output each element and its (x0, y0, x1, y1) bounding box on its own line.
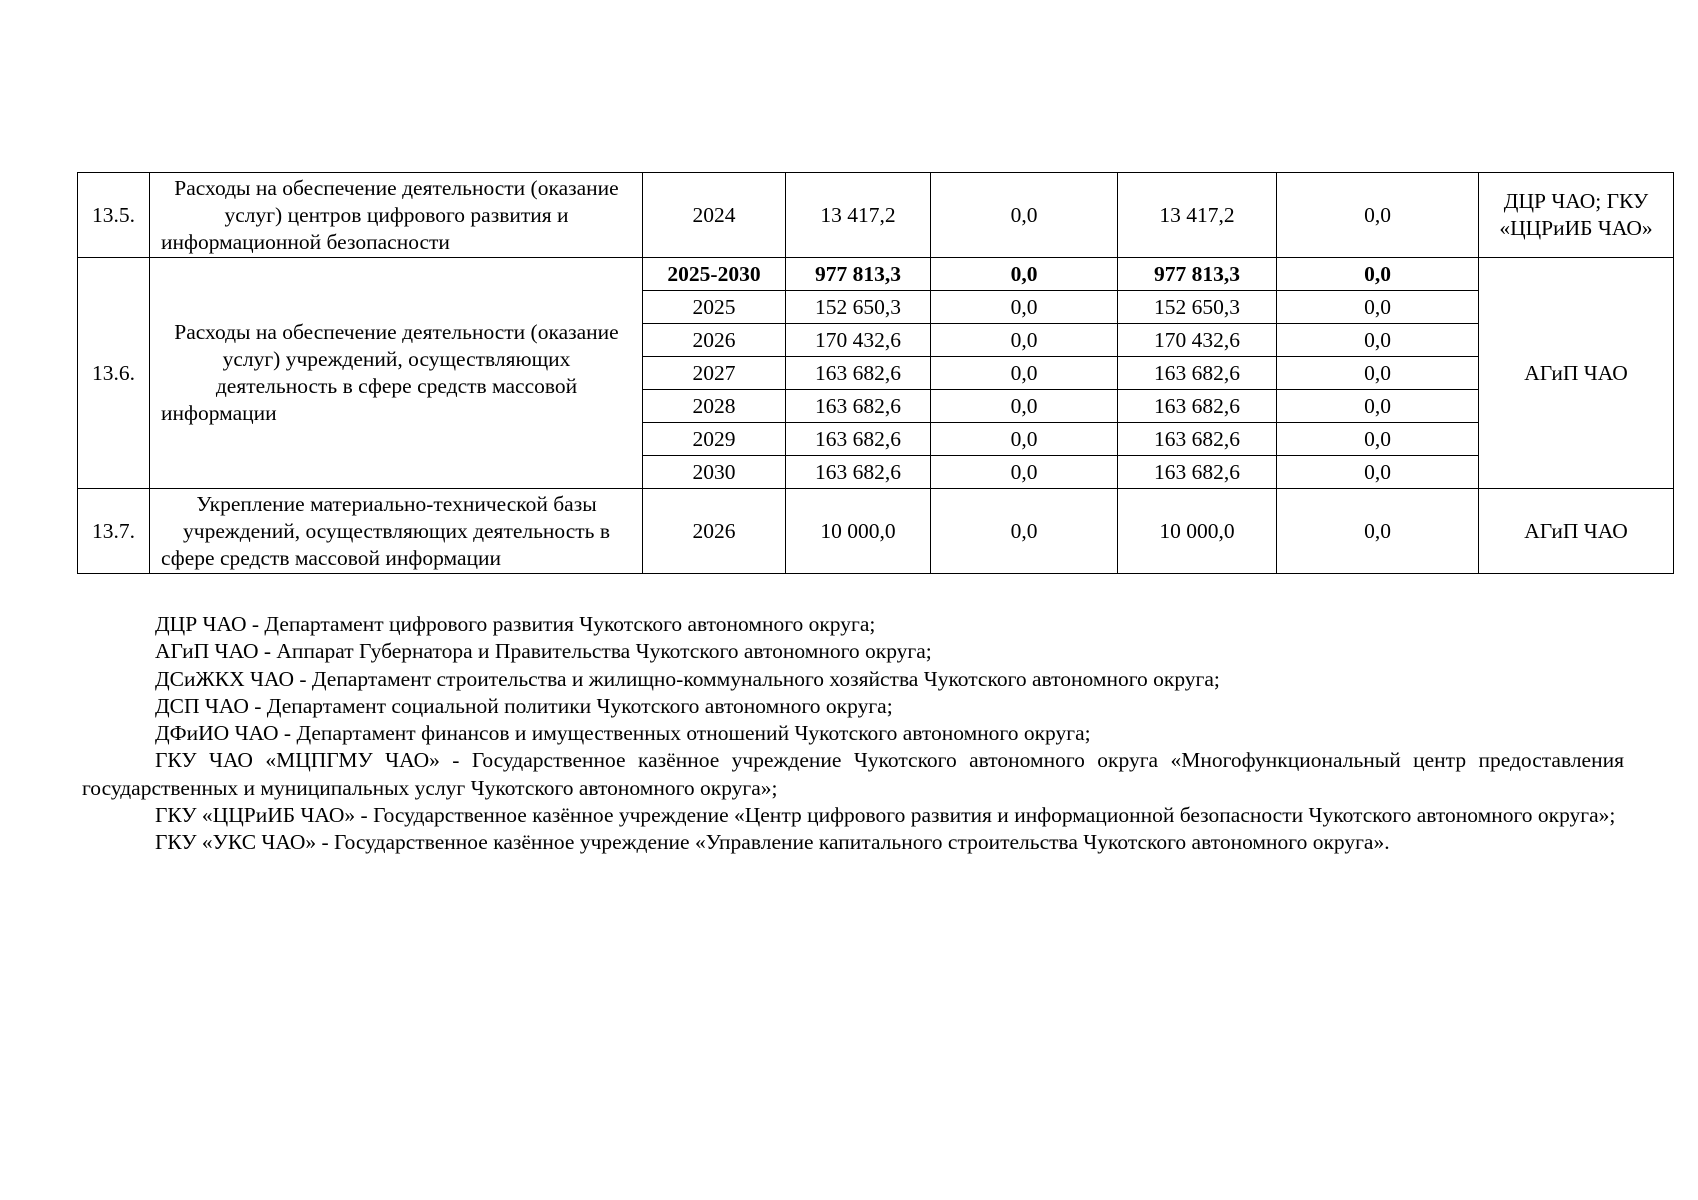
table-row-13-5 (78, 173, 1674, 258)
amount-cell: 0,0 (1277, 489, 1479, 574)
abbreviations-notes (82, 611, 1624, 857)
amount-cell: 0,0 (931, 489, 1118, 574)
note-paragraph: ГКУ «УКС ЧАО» - Государственное казённое учреждение «Управление капитального строительства Чукотского автономного округа». (155, 830, 1390, 855)
amount-cell: 0,0 (1277, 173, 1479, 258)
row-number-cell: 13.5. (78, 173, 150, 258)
executor-cell: АГиП ЧАО (1479, 258, 1674, 489)
amount-cell: 0,0 (1277, 324, 1479, 357)
note-paragraph: ДСиЖКХ ЧАО - Департамент строительства и жилищно-коммунального хозяйства Чукотского автономного округа; (155, 666, 1220, 691)
amount-cell: 163 682,6 (1118, 390, 1277, 423)
total-cell: 163 682,6 (786, 357, 931, 390)
amount-cell: 0,0 (1277, 390, 1479, 423)
executor-cell: АГиП ЧАО (1479, 489, 1674, 574)
total-cell: 977 813,3 (786, 258, 931, 291)
amount-cell: 0,0 (931, 258, 1118, 291)
description-cell: Укрепление материально-технической базы учреждений, осуществляющих деятельность в сфере средств массовой информации (150, 489, 643, 574)
note-paragraph: ДСП ЧАО - Департамент социальной политики Чукотского автономного округа; (155, 693, 893, 718)
amount-cell: 10 000,0 (1118, 489, 1277, 574)
row-number-cell: 13.7. (78, 489, 150, 574)
amount-cell: 163 682,6 (1118, 423, 1277, 456)
total-cell: 163 682,6 (786, 423, 931, 456)
total-cell: 152 650,3 (786, 291, 931, 324)
year-cell: 2024 (643, 173, 786, 258)
amount-cell: 0,0 (1277, 258, 1479, 291)
amount-cell: 13 417,2 (1118, 173, 1277, 258)
amount-cell: 0,0 (931, 173, 1118, 258)
year-cell: 2026 (643, 489, 786, 574)
executor-cell: ДЦР ЧАО; ГКУ «ЦЦРиИБ ЧАО» (1479, 173, 1674, 258)
note-paragraph: ДЦР ЧАО - Департамент цифрового развития Чукотского автономного округа; (155, 612, 876, 636)
amount-cell: 163 682,6 (1118, 357, 1277, 390)
amount-cell: 0,0 (1277, 357, 1479, 390)
amount-cell: 0,0 (1277, 291, 1479, 324)
amount-cell: 0,0 (1277, 456, 1479, 489)
budget-table (77, 172, 1674, 574)
year-cell: 2026 (643, 324, 786, 357)
table-row-13-7 (78, 489, 1674, 574)
year-cell: 2025-2030 (643, 258, 786, 291)
amount-cell: 977 813,3 (1118, 258, 1277, 291)
amount-cell: 0,0 (931, 291, 1118, 324)
amount-cell: 163 682,6 (1118, 456, 1277, 489)
amount-cell: 152 650,3 (1118, 291, 1277, 324)
total-cell: 163 682,6 (786, 456, 931, 489)
amount-cell: 170 432,6 (1118, 324, 1277, 357)
year-cell: 2027 (643, 357, 786, 390)
note-paragraph: АГиП ЧАО - Аппарат Губернатора и Правительства Чукотского автономного округа; (155, 639, 932, 664)
total-cell: 13 417,2 (786, 173, 931, 258)
year-cell: 2025 (643, 291, 786, 324)
total-cell: 170 432,6 (786, 324, 931, 357)
description-cell: Расходы на обеспечение деятельности (оказание услуг) учреждений, осуществляющих деятельность в сфере средств массовой информации (150, 258, 643, 489)
amount-cell: 0,0 (931, 357, 1118, 390)
amount-cell: 0,0 (931, 390, 1118, 423)
amount-cell: 0,0 (931, 456, 1118, 489)
row-number-cell: 13.6. (78, 258, 150, 489)
amount-cell: 0,0 (931, 423, 1118, 456)
year-cell: 2030 (643, 456, 786, 489)
table-row-13-6-total (78, 258, 1674, 291)
note-paragraph: ДФиИО ЧАО - Департамент финансов и имущественных отношений Чукотского автономного округа; (155, 721, 1091, 746)
description-cell: Расходы на обеспечение деятельности (оказание услуг) центров цифрового развития и информационной безопасности (150, 173, 643, 258)
amount-cell: 0,0 (931, 324, 1118, 357)
total-cell: 163 682,6 (786, 390, 931, 423)
note-paragraph: ГКУ ЧАО «МЦПГМУ ЧАО» - Государственное казённое учреждение Чукотского автономного округа «Многофункциональный центр предоставления государственных и муниципальных услуг Чукотского автономного округа»; (82, 748, 1624, 800)
amount-cell: 0,0 (1277, 423, 1479, 456)
year-cell: 2029 (643, 423, 786, 456)
total-cell: 10 000,0 (786, 489, 931, 574)
note-paragraph: ГКУ «ЦЦРиИБ ЧАО» - Государственное казённое учреждение «Центр цифрового развития и информационной безопасности Чукотского автономного округа»; (155, 803, 1616, 828)
year-cell: 2028 (643, 390, 786, 423)
